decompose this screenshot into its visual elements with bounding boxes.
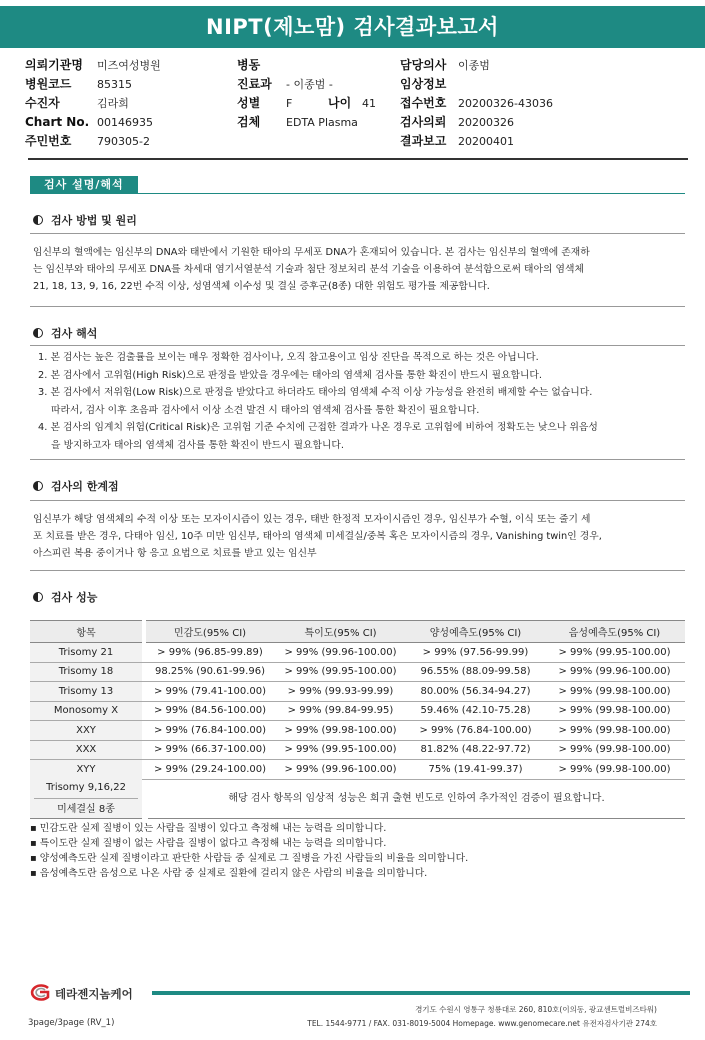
item-label: 미세결실 8종 (57, 804, 115, 815)
info-value: 20200326 (458, 116, 514, 129)
age-value: 41 (362, 97, 376, 110)
table-cell: > 99% (99.95-100.00) (544, 643, 685, 663)
table-cell: Trisomy 21 (30, 643, 142, 663)
note-item: ▪ 특이도란 실제 질병이 없는 사람을 질병이 없다고 측정해 내는 능력을 의미합니다. (30, 838, 387, 849)
info-label: 성별 (237, 96, 261, 110)
info-label: 담당의사 (400, 58, 447, 72)
text-line: 21, 18, 13, 9, 16, 22번 수적 이상, 성염색체 이수성 및 결실 증후군(8종) 대한 위험도 평가를 제공합니다. (33, 281, 490, 292)
info-label: 병동 (237, 58, 261, 72)
table-cell: > 99% (84.56-100.00) (146, 701, 274, 721)
page-number: 3page/3page (RV_1) (28, 1018, 115, 1028)
half-circle-icon (33, 328, 43, 338)
table-cell: > 99% (97.56-99.99) (407, 643, 544, 663)
info-row (0, 94, 705, 113)
method-heading-text: 검사 방법 및 원리 (51, 214, 137, 227)
table-cell: 98.25% (90.61-99.96) (146, 662, 274, 682)
table-cell: > 99% (99.98-100.00) (544, 682, 685, 702)
half-circle-icon (33, 592, 43, 602)
divider (30, 306, 685, 307)
info-value: 미즈여성병원 (97, 59, 161, 72)
divider (30, 459, 685, 460)
table-cell: > 99% (99.98-100.00) (544, 740, 685, 760)
text-line: 임신부의 혈액에는 임신부의 DNA와 태반에서 기원한 태아의 무세포 DNA가 혼재되어 있습니다. 본 검사는 임신부의 혈액에 존재하 (33, 247, 590, 258)
column-header: 민감도(95% CI) (146, 621, 274, 643)
divider (34, 798, 138, 799)
table-cell: > 99% (99.96-100.00) (274, 643, 407, 663)
divider (30, 570, 685, 571)
divider (30, 500, 685, 501)
limits-text (33, 511, 683, 562)
divider (30, 345, 685, 346)
info-label: Chart No. (25, 115, 90, 129)
note-item: ▪ 양성예측도란 실제 질병이라고 판단한 사람들 중 실제로 그 질병을 가진 사람들의 비율을 의미합니다. (30, 853, 469, 864)
method-text (33, 244, 683, 295)
column-header: 특이도(95% CI) (274, 621, 407, 643)
table-row (30, 662, 685, 682)
info-label: 주민번호 (25, 134, 72, 148)
info-label: 검사의뢰 (400, 115, 447, 129)
definition-notes (30, 821, 468, 881)
company-logo (28, 984, 133, 1004)
section-underline (30, 193, 685, 194)
table-cell: > 99% (99.95-100.00) (274, 740, 407, 760)
performance-heading-text: 검사 성능 (51, 591, 98, 604)
table-cell: Trisomy 18 (30, 662, 142, 682)
list-item-cont: 을 방지하고자 태아의 염색체 검사를 통한 확진이 반드시 필요합니다. (51, 439, 345, 451)
text-line: 는 임신부와 태아의 무세포 DNA를 차세대 염기서열분석 기술과 첨단 정보처리 분석 기술을 이용하여 분석함으로써 태아의 염색체 (33, 264, 584, 275)
list-item: 1. 본 검사는 높은 검출률을 보이는 매우 정확한 검사이나, 오직 참고용이고 임상 진단을 목적으로 하는 것은 아닙니다. (38, 352, 539, 363)
report-title: NIPT(제노맘) 검사결과보고서 (0, 6, 705, 48)
table-cell: > 99% (99.96-100.00) (544, 662, 685, 682)
column-header: 음성예측도(95% CI) (544, 621, 685, 643)
table-cell: > 99% (99.98-100.00) (544, 760, 685, 780)
column-header: 양성예측도(95% CI) (407, 621, 544, 643)
section-tab: 검사 설명/해석 (30, 176, 138, 194)
table-cell: > 99% (76.84-100.00) (407, 721, 544, 741)
table-cell: > 99% (99.98-100.00) (544, 701, 685, 721)
info-label: 병원코드 (25, 77, 72, 91)
info-label: 접수번호 (400, 96, 447, 110)
header-divider (28, 158, 688, 160)
table-cell: > 99% (79.41-100.00) (146, 682, 274, 702)
list-item: 4. 본 검사의 임계치 위험(Critical Risk)은 고위험 기준 수치에 근접한 결과가 나온 경우로 고위험에 비하여 정확도는 낮으나 위음성 (38, 422, 598, 433)
performance-table (30, 620, 685, 780)
info-label: 검체 (237, 115, 261, 129)
method-heading (33, 212, 137, 228)
info-row (0, 56, 705, 75)
performance-heading (33, 589, 97, 605)
info-value: 20200326-43036 (458, 97, 553, 110)
footer-address: 경기도 수원시 영통구 청룡대로 260, 810호(이의동, 광교센트럴비즈타워) (415, 1005, 657, 1014)
table-row-multi (30, 779, 685, 819)
info-value: 20200401 (458, 135, 514, 148)
info-row (0, 75, 705, 94)
table-cell: 75% (19.41-99.37) (407, 760, 544, 780)
limits-heading (33, 478, 119, 494)
table-cell: XYY (30, 760, 142, 780)
table-cell: 59.46% (42.10-75.28) (407, 701, 544, 721)
interpret-heading-text: 검사 해석 (51, 327, 98, 340)
table-cell: 81.82% (48.22-97.72) (407, 740, 544, 760)
table-cell: 80.00% (56.34-94.27) (407, 682, 544, 702)
table-cell: > 99% (29.24-100.00) (146, 760, 274, 780)
text-line: 아스피린 복용 중이거나 항 응고 요법으로 치료를 받고 있는 임신부 (33, 548, 317, 559)
text-line: 임신부가 해당 염색체의 수적 이상 또는 모자이시즘이 있는 경우, 태반 한정적 모자이시즘인 경우, 임신부가 수혈, 이식 또는 줄기 세 (33, 514, 591, 525)
info-label: 의뢰기관명 (25, 58, 83, 72)
note-item: ▪ 음성예측도란 음성으로 나온 사람 중 실제로 질환에 걸리지 않은 사람의 비율을 의미합니다. (30, 868, 428, 879)
table-cell: > 99% (99.93-99.99) (274, 682, 407, 702)
list-item: 3. 본 검사에서 저위험(Low Risk)으로 판정을 받았다고 하더라도 태아의 염색체 수적 이상 가능성을 완전히 배제할 수는 없습니다. (38, 387, 593, 398)
table-cell: > 99% (66.37-100.00) (146, 740, 274, 760)
info-value: 김라희 (97, 97, 129, 110)
info-label: 수진자 (25, 96, 60, 110)
genome-g-icon (28, 984, 52, 1001)
table-cell (30, 779, 142, 819)
footer-bar (152, 991, 690, 995)
note-item: ▪ 민감도란 실제 질병이 있는 사람을 질병이 있다고 측정해 내는 능력을 의미합니다. (30, 823, 387, 834)
info-value: 00146935 (97, 116, 153, 129)
table-cell: 96.55% (88.09-99.58) (407, 662, 544, 682)
footer-contact: TEL. 1544-9771 / FAX. 031-8019-5004 Homepage. www.genomecare.net 유전자검사기관 274호 (307, 1019, 657, 1028)
table-cell: > 99% (99.98-100.00) (274, 721, 407, 741)
table-cell-note: 해당 검사 항목의 임상적 성능은 희귀 출현 빈도로 인하여 추가적인 검증이 필요합니다. (148, 779, 685, 819)
table-row (30, 760, 685, 780)
table-row (30, 701, 685, 721)
table-cell: > 99% (99.96-100.00) (274, 760, 407, 780)
divider (30, 233, 685, 234)
table-row (30, 740, 685, 760)
item-label: Trisomy 9,16,22 (46, 782, 126, 793)
text-line: 포 치료를 받은 경우, 다태아 임신, 10주 미만 임신부, 태아의 염색체 미세결실/중복 혹은 모자이시즘의 경우, Vanishing twin인 경우, (33, 531, 602, 542)
table-row (30, 643, 685, 663)
info-value: F (286, 97, 293, 110)
table-cell: > 99% (99.84-99.95) (274, 701, 407, 721)
table-cell: > 99% (96.85-99.89) (146, 643, 274, 663)
info-row (0, 132, 705, 151)
info-value: EDTA Plasma (286, 116, 358, 129)
limits-heading-text: 검사의 한계점 (51, 480, 119, 493)
table-cell: Trisomy 13 (30, 682, 142, 702)
half-circle-icon (33, 481, 43, 491)
column-header: 항목 (30, 621, 142, 643)
list-item: 2. 본 검사에서 고위험(High Risk)으로 판정을 받았을 경우에는 태아의 염색체 검사를 통한 확진이 반드시 필요합니다. (38, 369, 543, 381)
interpret-list (38, 349, 678, 454)
table-row (30, 682, 685, 702)
table-cell: XXY (30, 721, 142, 741)
info-label: 결과보고 (400, 134, 447, 148)
company-name: 테라젠지놈케어 (55, 987, 133, 1001)
age-label: 나이 (328, 96, 352, 110)
table-cell: > 99% (99.98-100.00) (544, 721, 685, 741)
info-value: 85315 (97, 78, 132, 91)
table-cell: > 99% (76.84-100.00) (146, 721, 274, 741)
info-value: 이종범 (458, 59, 490, 72)
info-value: - 이종범 - (286, 78, 333, 91)
patient-info (0, 56, 705, 151)
table-cell: XXX (30, 740, 142, 760)
list-item-cont: 따라서, 검사 이후 초음파 검사에서 이상 소견 발견 시 태아의 염색체 검사를 통한 확진이 필요합니다. (51, 404, 480, 416)
half-circle-icon (33, 215, 43, 225)
table-header-row (30, 621, 685, 643)
interpret-heading (33, 325, 97, 341)
info-value: 790305-2 (97, 135, 150, 148)
table-cell: > 99% (99.95-100.00) (274, 662, 407, 682)
info-label: 진료과 (237, 77, 272, 91)
table-row (30, 721, 685, 741)
table-cell: Monosomy X (30, 701, 142, 721)
info-label: 임상정보 (400, 77, 447, 91)
